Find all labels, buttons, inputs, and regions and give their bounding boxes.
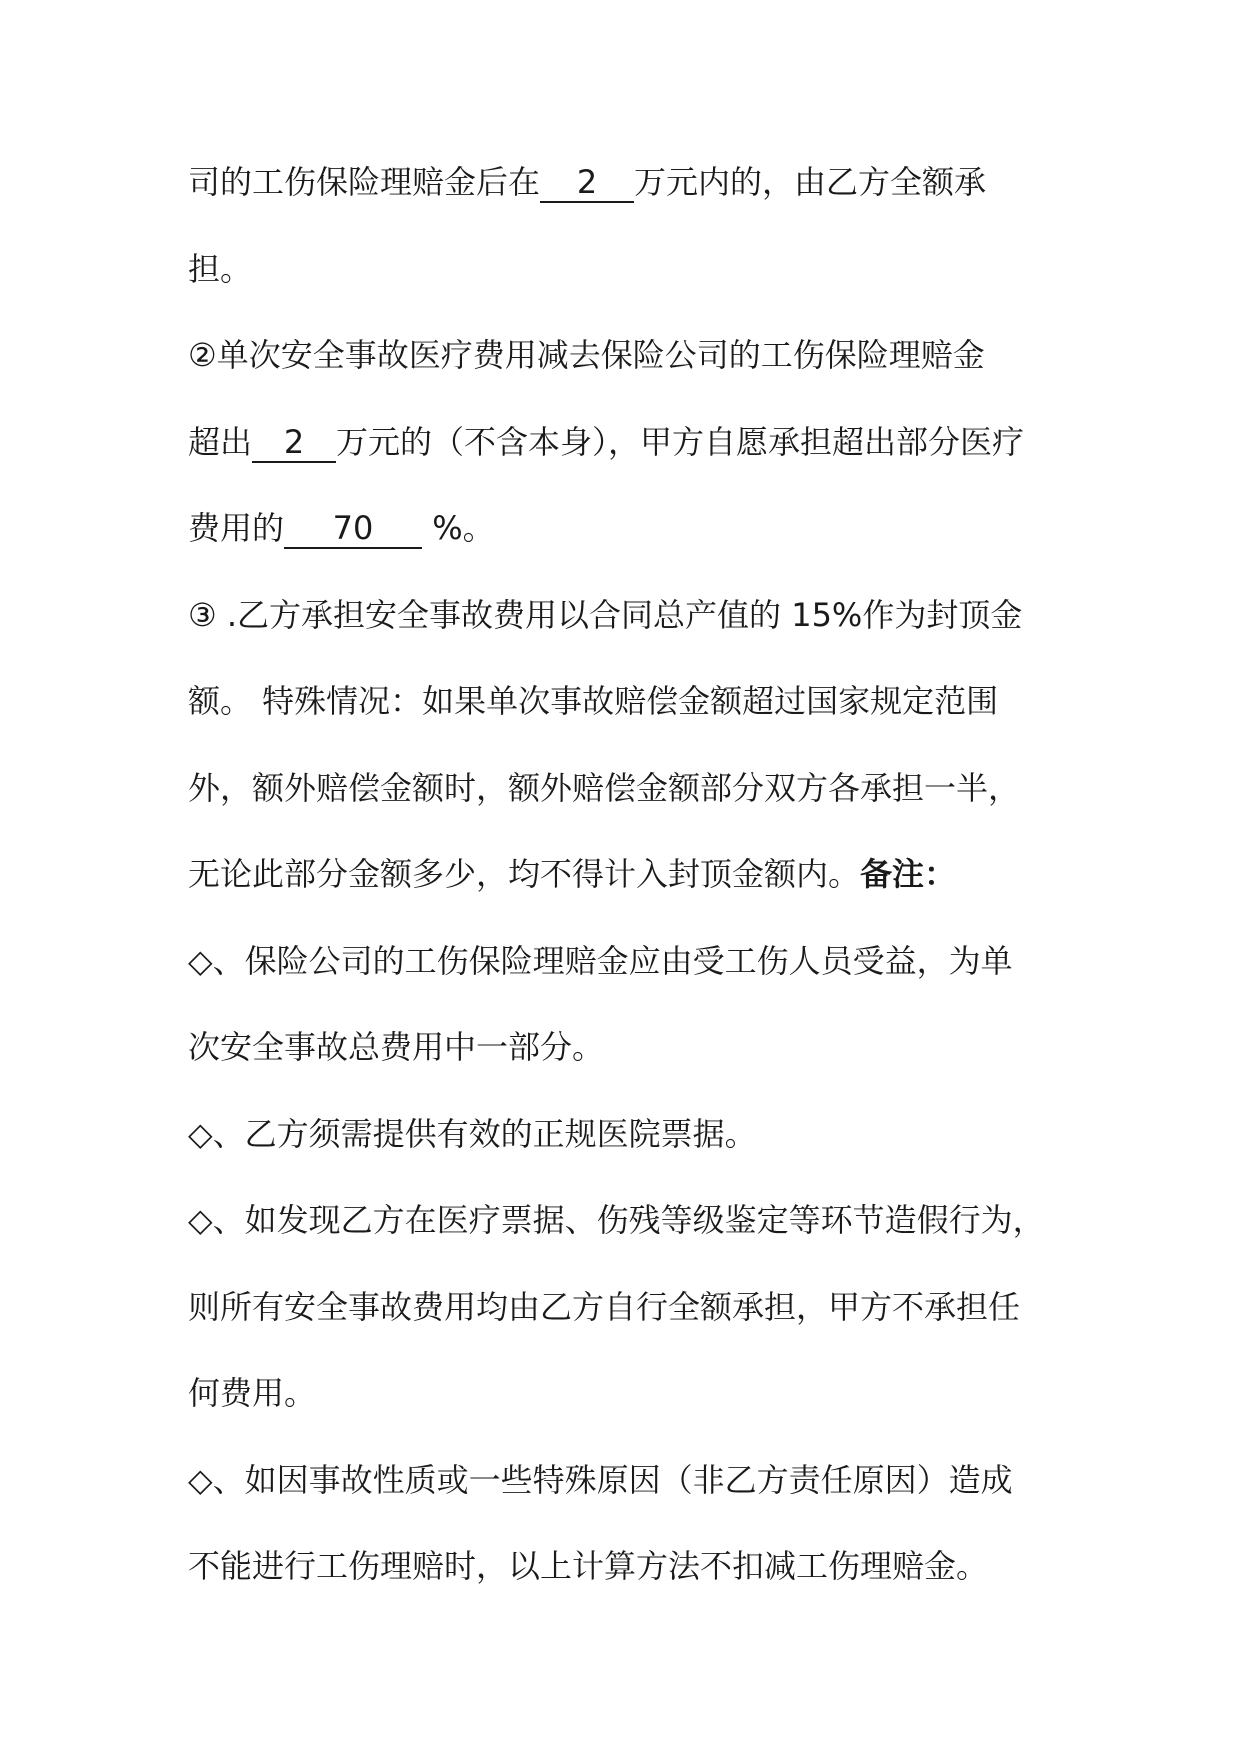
text-line-10 <box>188 918 1068 1005</box>
fill-blank-percent: 70 <box>284 509 422 549</box>
text-line-15 <box>188 1350 1068 1437</box>
text-line-11 <box>188 1004 1068 1091</box>
text-segment: ②单次安全事故医疗费用减去保险公司的工伤保险理赔金 <box>188 336 985 374</box>
text-line-17 <box>188 1523 1068 1610</box>
text-segment: ③ .乙方承担安全事故费用以合同总产值的 15%作为封顶金 <box>188 595 1023 634</box>
text-segment: ◇、如发现乙方在医疗票据、伤残等级鉴定等环节造假行为， <box>188 1201 1045 1239</box>
text-segment: 何费用。 <box>188 1374 317 1412</box>
text-segment: 费用的 <box>188 509 285 547</box>
document-page <box>188 139 1068 1610</box>
text-segment: %。 <box>422 509 495 547</box>
text-line-16 <box>188 1437 1068 1524</box>
text-line-5 <box>188 485 1068 572</box>
text-segment: 无论此部分金额多少，均不得计入封顶金额内。 <box>188 855 861 893</box>
text-segment: ◇、乙方须需提供有效的正规医院票据。 <box>188 1114 757 1153</box>
text-segment: 担。 <box>188 249 253 288</box>
text-segment: 超出 <box>188 422 253 461</box>
text-line-9 <box>188 831 1068 918</box>
text-segment: 不能进行工伤理赔时，以上计算方法不扣减工伤理赔金。 <box>188 1547 989 1585</box>
text-line-7 <box>188 658 1068 745</box>
fill-blank-amount: 2 <box>540 163 634 203</box>
text-line-4 <box>188 399 1068 486</box>
text-line-12 <box>188 1091 1068 1178</box>
text-segment: 额。 特殊情况：如果单次事故赔偿金额超过国家规定范围 <box>188 682 999 720</box>
text-segment: ◇、保险公司的工伤保险理赔金应由受工伤人员受益，为单 <box>188 941 1013 980</box>
text-line-2 <box>188 226 1068 313</box>
text-segment: 则所有安全事故费用均由乙方自行全额承担，甲方不承担任 <box>188 1287 1021 1326</box>
notes-heading: 备注： <box>860 855 957 893</box>
text-segment: 万元的（不含本身），甲方自愿承担超出部分医疗 <box>336 422 1025 461</box>
text-line-8 <box>188 745 1068 832</box>
text-segment: 司的工伤保险理赔金后在 <box>188 163 541 201</box>
text-segment: ◇、如因事故性质或一些特殊原因（非乙方责任原因）造成 <box>188 1460 1013 1499</box>
text-segment: 次安全事故总费用中一部分。 <box>188 1028 605 1066</box>
fill-blank-amount: 2 <box>252 423 336 463</box>
text-segment: 万元内的，由乙方全额承 <box>634 163 987 201</box>
text-line-13 <box>188 1177 1068 1264</box>
text-line-14 <box>188 1264 1068 1351</box>
text-line-3 <box>188 312 1068 399</box>
text-segment: 外，额外赔偿金额时，额外赔偿金额部分双方各承担一半， <box>188 768 1021 807</box>
text-line-6 <box>188 572 1068 659</box>
text-line-1 <box>188 139 1068 226</box>
